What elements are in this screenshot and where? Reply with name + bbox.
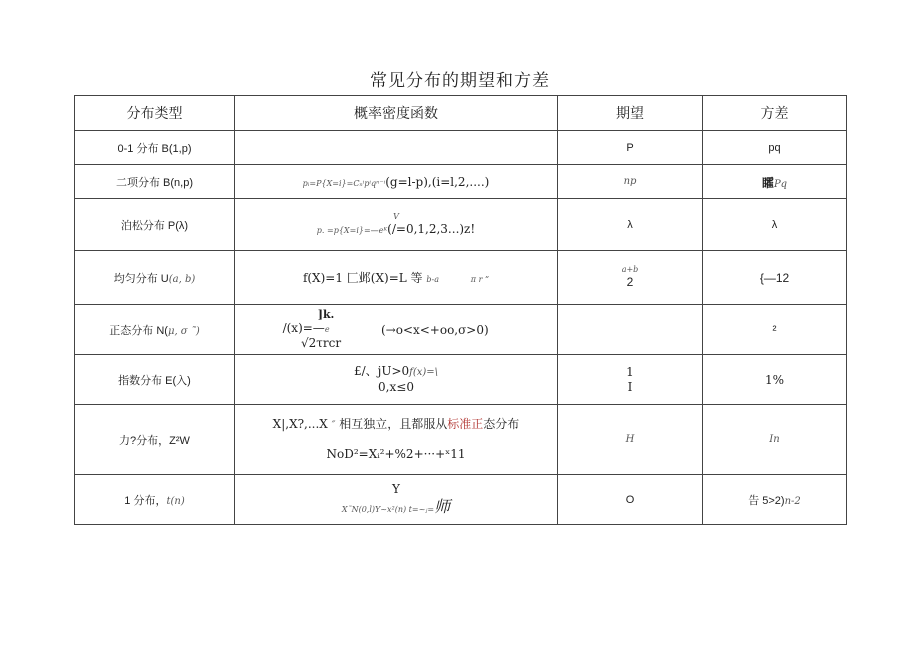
mean-cell: P [558, 131, 703, 165]
table-row [75, 305, 847, 355]
variance-cell: pq [703, 131, 847, 165]
pdf-bottom-big: 师 [434, 497, 451, 516]
pdf-line1-a: X|,X?,...X [272, 417, 328, 432]
pdf-top-b: f(x)=\ [409, 367, 439, 379]
type-suffix: t(n) [166, 495, 185, 507]
header-type: 分布类型 [75, 96, 235, 131]
pdf-cell [235, 305, 558, 355]
pdf-it1: b-a [426, 275, 439, 284]
type-suffix: μ, σ ˜) [167, 325, 200, 337]
table-row [75, 131, 847, 165]
pdf-range: (→o<x<+oo,σ>0) [380, 322, 489, 337]
variance-cell: 1% [703, 355, 847, 405]
header-variance: 方差 [703, 96, 847, 131]
table-row [75, 405, 847, 475]
pdf-main: f(X)=1 匚邺(X)=L 等 [302, 271, 423, 285]
variance-main: 告 5>2) [748, 494, 785, 507]
type-prefix: 均匀分布 U [113, 272, 169, 285]
pdf-cell [235, 165, 558, 199]
pdf-mid-a: /(x)=— [282, 321, 325, 336]
mean-bottom: 2 [626, 275, 634, 289]
pdf-prefix: pᵢ=P{X=i}=Cₙⁱpⁱqⁿ⁻ⁱ [302, 178, 386, 188]
type-prefix: 1 分布， [124, 494, 167, 507]
pdf-top: Y [392, 482, 400, 496]
pdf-line1-highlight: 标准正 [447, 417, 484, 432]
pdf-main: (/=0,1,2,3...)z! [387, 222, 476, 236]
mean-bottom: I [627, 379, 633, 394]
pdf-bottom-it: X˜N(0,l)Y~x²(n) t=~ⱼ= [341, 505, 435, 514]
pdf-line1-c: 相互独立，且都服从 [339, 417, 448, 432]
pdf-line1-d: 态分布 [483, 417, 520, 432]
variance-cell [703, 475, 847, 525]
mean-top: 1 [626, 364, 634, 379]
pdf-cell [235, 199, 558, 251]
table-row [75, 165, 847, 199]
type-cell [75, 475, 235, 525]
pdf-it2: π r ” [470, 275, 490, 284]
type-cell: 二项分布 B(n,p) [75, 165, 235, 199]
pdf-mid-b: e [324, 325, 330, 335]
table-row [75, 199, 847, 251]
table-row [75, 251, 847, 305]
type-cell: 泊松分布 P(λ) [75, 199, 235, 251]
variance-main: 矐 [761, 176, 774, 190]
pdf-top: V [393, 212, 399, 221]
type-cell: 指数分布 E(入) [75, 355, 235, 405]
page-title: 常见分布的期望和方差 [370, 71, 550, 91]
mean-cell: λ [558, 199, 703, 251]
pdf-cell [235, 131, 558, 165]
distribution-table [74, 95, 847, 525]
header-mean: 期望 [558, 96, 703, 131]
variance-cell: {—12 [703, 251, 847, 305]
pdf-top: ]k. [317, 307, 335, 321]
mean-cell: H [558, 405, 703, 475]
type-cell [75, 251, 235, 305]
type-cell [75, 305, 235, 355]
type-cell: 力?分布，Z²W [75, 405, 235, 475]
pdf-top-a: £/、jU>0 [353, 364, 410, 379]
table-row [75, 475, 847, 525]
mean-cell [558, 251, 703, 305]
mean-cell [558, 355, 703, 405]
table-row [75, 355, 847, 405]
variance-cell: ² [703, 305, 847, 355]
variance-suffix: Pq [773, 179, 788, 190]
pdf-main: (g=l-p),(i=l,2,....) [385, 174, 490, 189]
type-cell: 0-1 分布 B(1,p) [75, 131, 235, 165]
header-pdf: 概率密度函数 [235, 96, 558, 131]
variance-suffix: n-2 [784, 495, 801, 507]
pdf-prefix: p. =p{X=i}=—eᴷ [316, 226, 388, 235]
mean-cell: O [558, 475, 703, 525]
pdf-bottom: √2τrcr [301, 336, 342, 351]
type-prefix: 正态分布 N( [109, 324, 168, 337]
pdf-line1-b: ″ [331, 420, 336, 432]
pdf-cell [235, 355, 558, 405]
pdf-line2: NoD²=Xᵢ²+%2+···+ˣ11 [326, 446, 466, 461]
type-suffix: (a, b) [168, 273, 196, 285]
mean-cell [558, 305, 703, 355]
header-row [75, 96, 847, 131]
pdf-cell [235, 405, 558, 475]
pdf-bottom: 0,x≤0 [378, 379, 414, 394]
variance-cell [703, 165, 847, 199]
variance-cell: λ [703, 199, 847, 251]
pdf-cell [235, 251, 558, 305]
mean-top: a+b [621, 265, 639, 274]
variance-cell: In [703, 405, 847, 475]
mean-cell: np [558, 165, 703, 199]
pdf-cell [235, 475, 558, 525]
